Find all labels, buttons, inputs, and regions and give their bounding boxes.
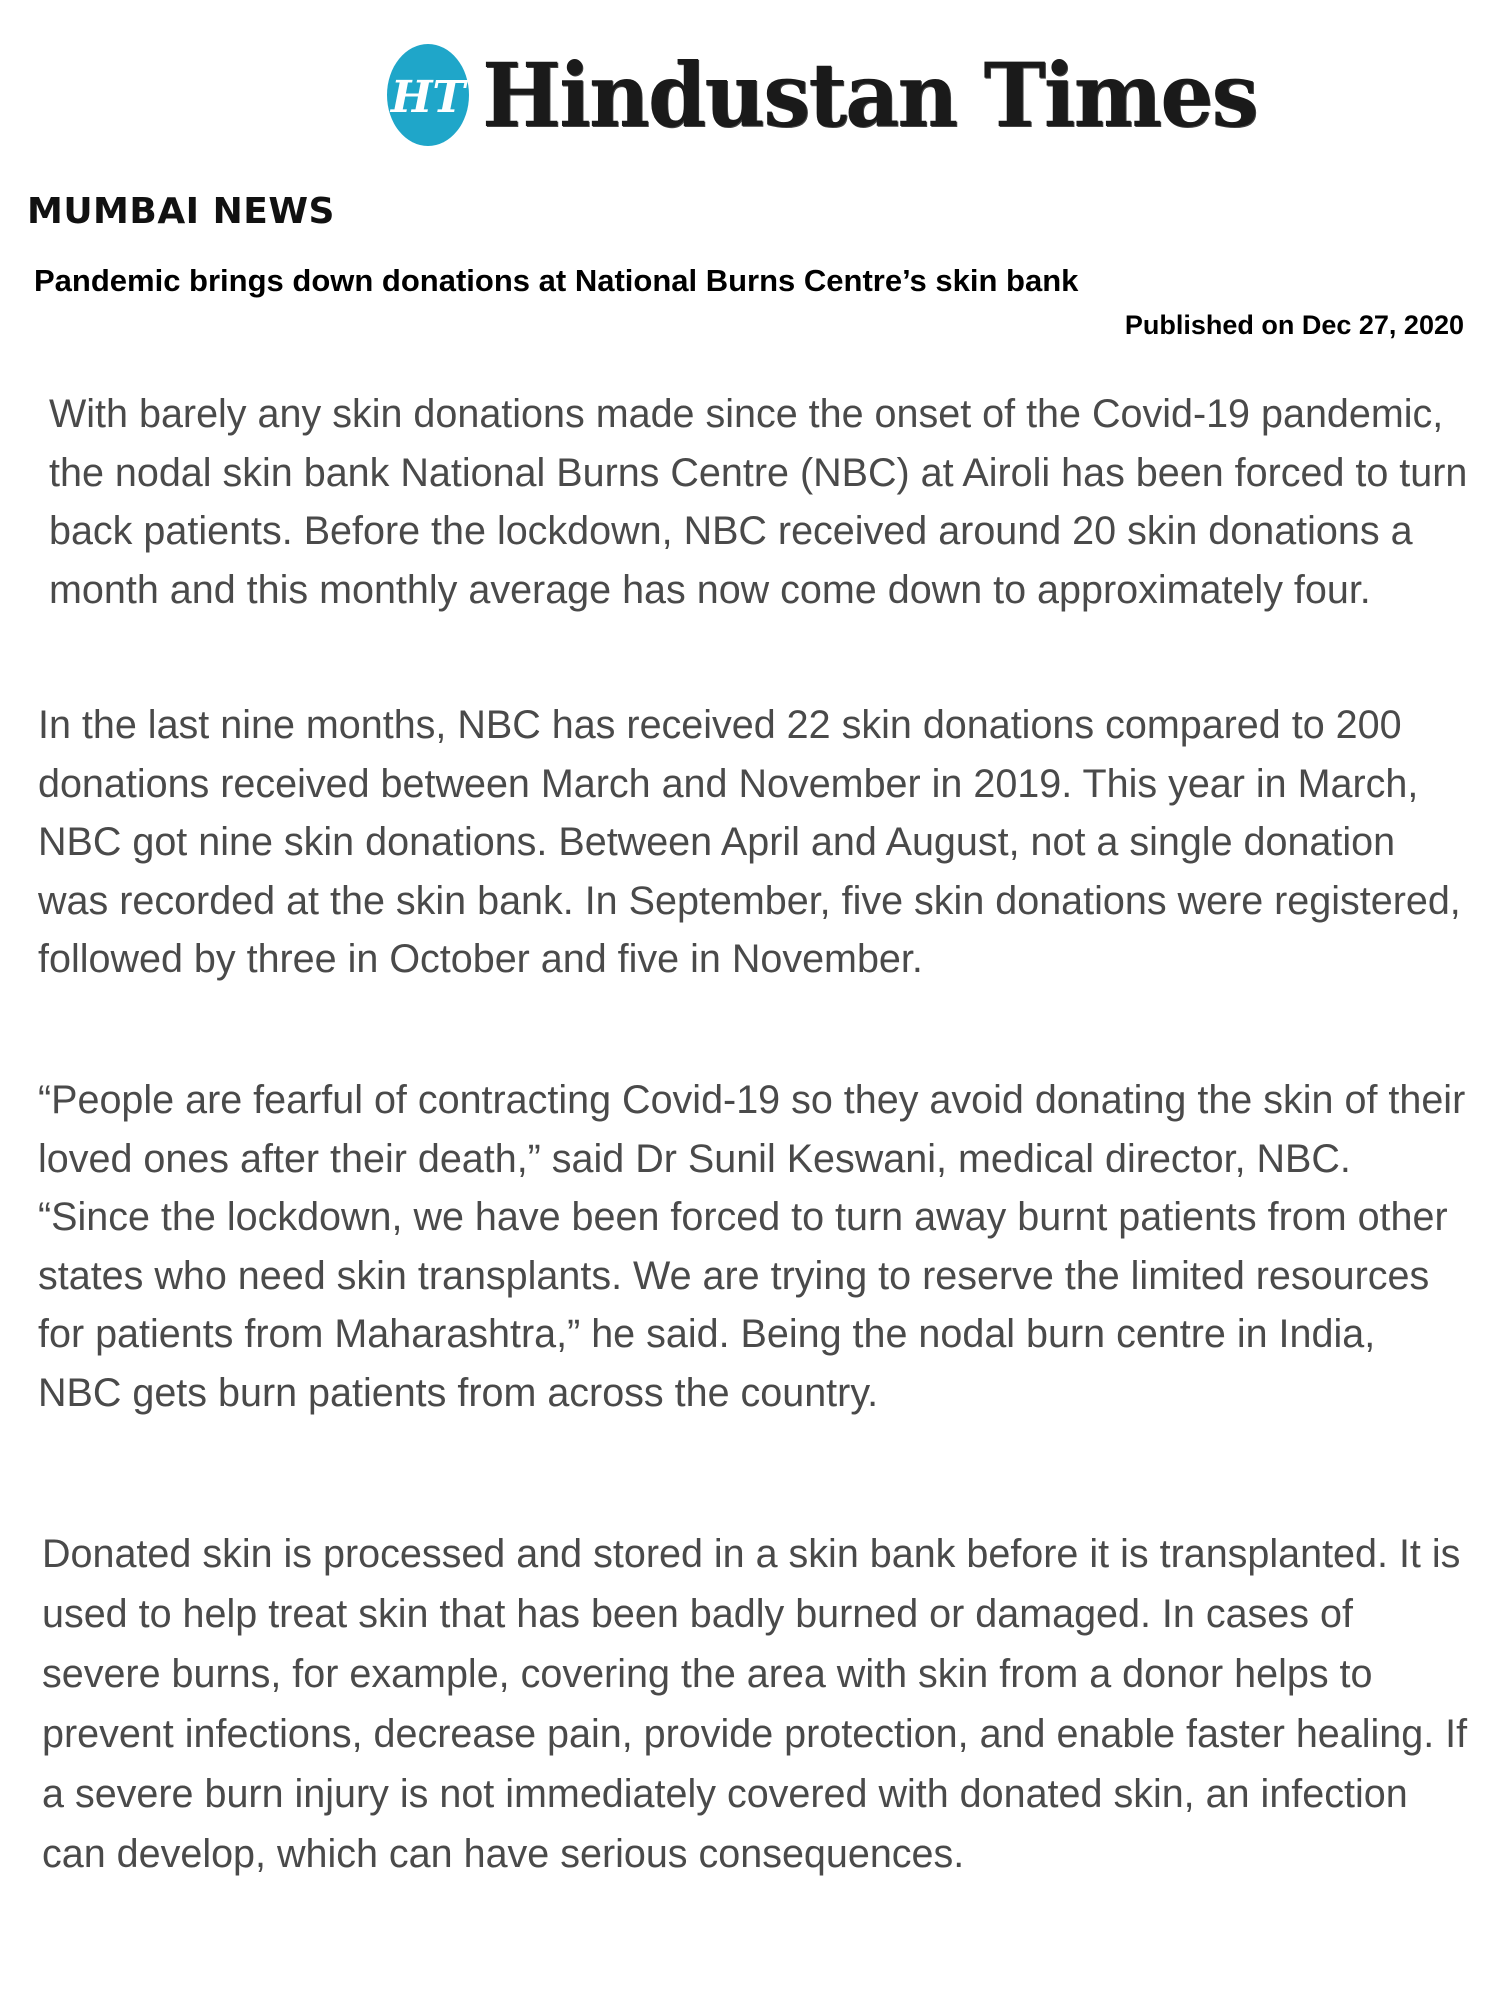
article-paragraph-3: “People are fearful of contracting Covid-19 so they avoid donating the skin of their loved ones after their death,” said Dr Sunil Keswani, medical director, NBC. “Since the lockdown, we have been forced to turn away burnt patients from other states who need skin transplants. We are trying to reserve the limited resources for patients from Maharashtra,” he said. Being the nodal burn centre in India, NBC gets burn patients from across the country.	[38, 1078, 1466, 1415]
section-label[interactable]: MUMBAI NEWS	[27, 191, 335, 232]
article-headline: Pandemic brings down donations at National Burns Centre’s skin bank	[34, 263, 1079, 298]
masthead-title[interactable]: Hindustan Times	[482, 43, 1257, 147]
masthead	[0, 38, 1500, 158]
publish-date: Published on Dec 27, 2020	[1124, 310, 1464, 340]
article-paragraph-4: Donated skin is processed and stored in a skin bank before it is transplanted. It is used to help treat skin that has been badly burned or damaged. In cases of severe burns, for example, covering the area with skin from a donor helps to prevent infections, decrease pain, provide protection, and enable faster healing. If a severe burn injury is not immediately covered with donated skin, an infection can develop, which can have serious consequences.	[42, 1532, 1468, 1876]
article-paragraph-2: In the last nine months, NBC has received 22 skin donations compared to 200 donations received between March and November in 2019. This year in March, NBC got nine skin donations. Between April and August, not a single donation was recorded at the skin bank. In September, five skin donations were registered, followed by three in October and five in November.	[38, 703, 1461, 981]
article-paragraph-1: With barely any skin donations made since the onset of the Covid-19 pandemic, the nodal skin bank National Burns Centre (NBC) at Airoli has been forced to turn back patients. Before the lockdown, NBC received around 20 skin donations a month and this monthly average has now come down to approximately four.	[49, 392, 1468, 612]
ht-logo-icon	[386, 42, 470, 148]
ht-logo-badge-text: HT	[390, 72, 466, 123]
